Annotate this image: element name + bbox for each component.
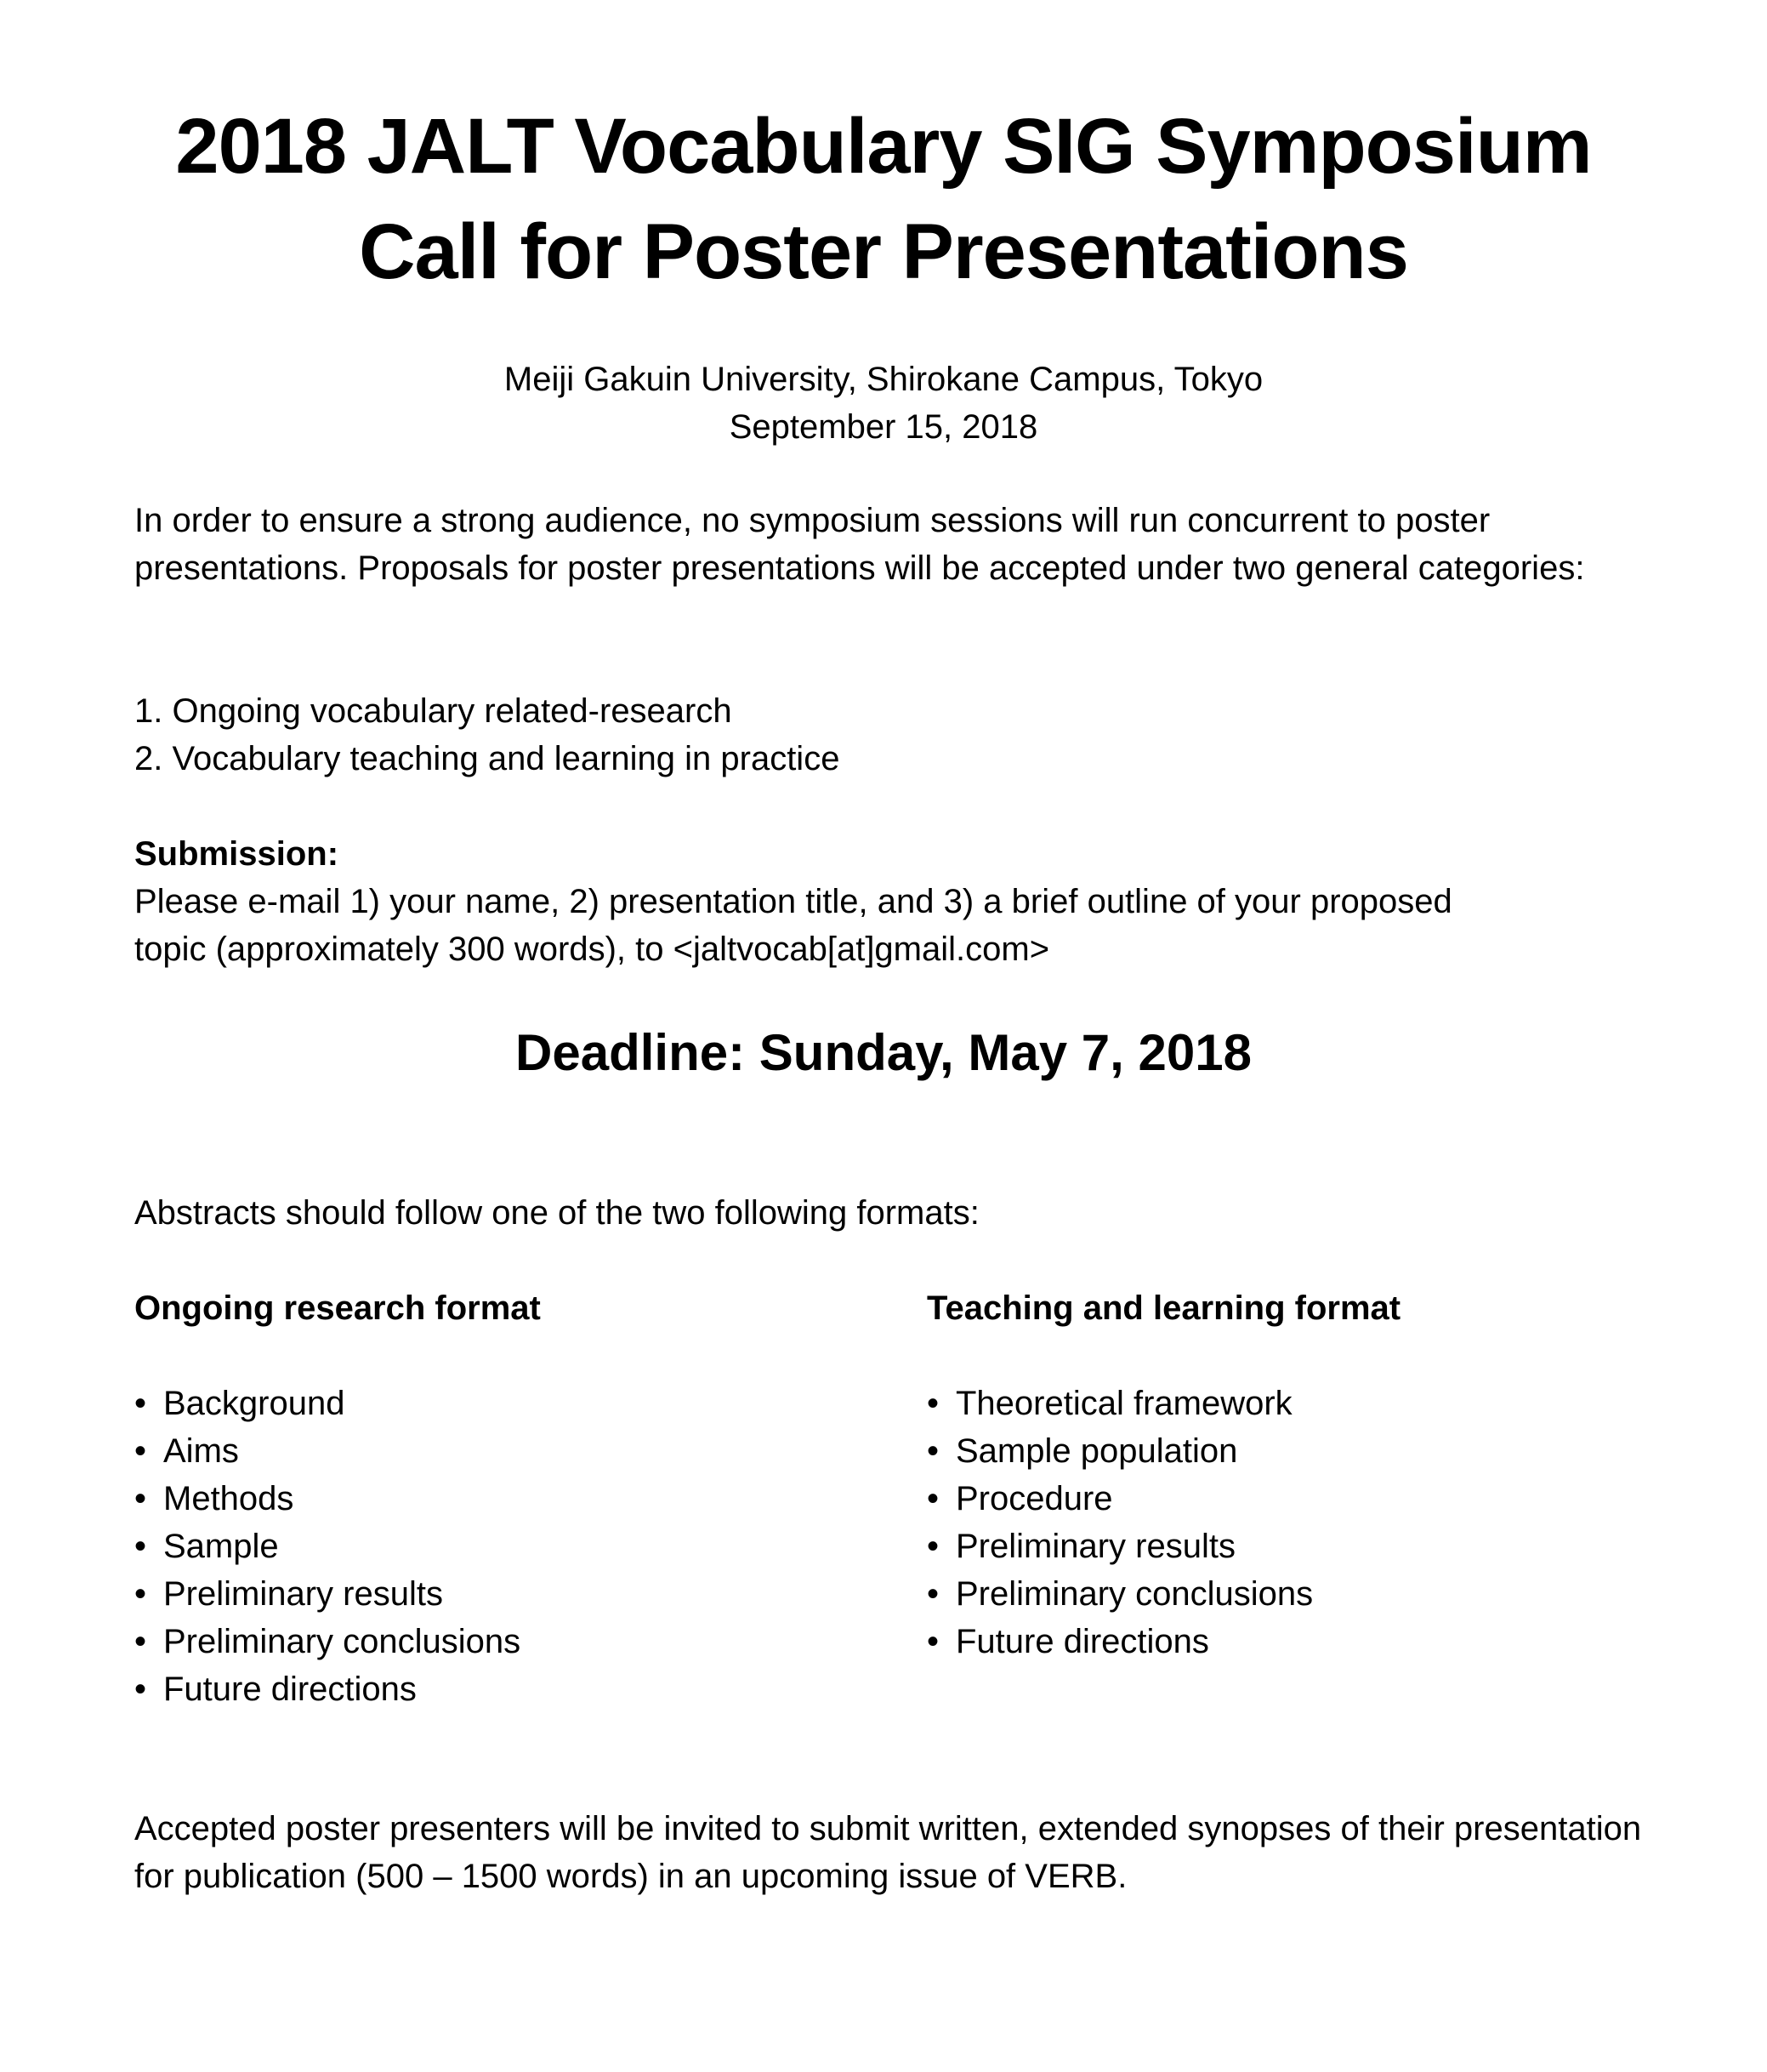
bullet-icon: • (927, 1623, 940, 1660)
list-item (927, 1570, 1675, 1618)
research-format-column (134, 1284, 883, 1713)
bullet-icon: • (134, 1432, 147, 1470)
bullet-icon: • (927, 1528, 940, 1565)
list-item-label: Preliminary conclusions (956, 1575, 1314, 1613)
list-item (134, 1380, 883, 1427)
submission-instructions: Please e-mail 1) your name, 2) presentation title, and 3) a brief outline of your proposed topic (approximately 300 words), to <jaltvocab[at]gmail.com> (134, 883, 1452, 968)
list-item-label: Sample (163, 1528, 279, 1565)
list-item (134, 1570, 883, 1618)
bullet-icon: • (927, 1575, 940, 1613)
research-format-list (134, 1380, 883, 1713)
event-date: September 15, 2018 (729, 408, 1038, 446)
bullet-icon: • (134, 1575, 147, 1613)
bullet-icon: • (134, 1385, 147, 1422)
list-item (134, 1618, 883, 1665)
intro-paragraph: In order to ensure a strong audience, no symposium sessions will run concurrent to poster presentations. Proposals for poster presentations will be accepted under two general categories: (134, 502, 1585, 587)
teaching-format-list (927, 1380, 1675, 1665)
list-item-label: Future directions (163, 1671, 417, 1708)
bullet-icon: • (134, 1623, 147, 1660)
bullet-icon: • (134, 1480, 147, 1517)
list-item-label: Preliminary results (163, 1575, 443, 1613)
category-item: 2. Vocabulary teaching and learning in practice (134, 740, 840, 777)
category-item: 1. Ongoing vocabulary related-research (134, 692, 732, 730)
list-item (134, 1523, 883, 1570)
bullet-icon: • (927, 1385, 940, 1422)
bullet-icon: • (134, 1528, 147, 1565)
list-item (927, 1618, 1675, 1665)
list-item (927, 1380, 1675, 1427)
list-item (134, 1427, 883, 1475)
list-item-label: Future directions (956, 1623, 1209, 1660)
teaching-format-column (927, 1284, 1675, 1665)
closing-paragraph: Accepted poster presenters will be invited to submit written, extended synopses of their presentation for publication (500 – 1500 words) in an upcoming issue of VERB. (134, 1810, 1642, 1895)
event-venue: Meiji Gakuin University, Shirokane Campus, Tokyo (503, 361, 1264, 398)
list-item (927, 1523, 1675, 1570)
page-title-line-1: 2018 JALT Vocabulary SIG Symposium (175, 103, 1592, 190)
teaching-format-heading: Teaching and learning format (927, 1289, 1401, 1327)
submission-heading: Submission: (134, 835, 339, 873)
list-item (927, 1475, 1675, 1523)
list-item (134, 1475, 883, 1523)
list-item (134, 1665, 883, 1713)
list-item-label: Preliminary conclusions (163, 1623, 521, 1660)
research-format-heading: Ongoing research format (134, 1289, 541, 1327)
list-item-label: Theoretical framework (956, 1385, 1293, 1422)
list-item-label: Preliminary results (956, 1528, 1236, 1565)
list-item (927, 1427, 1675, 1475)
list-item-label: Procedure (956, 1480, 1113, 1517)
bullet-icon: • (927, 1432, 940, 1470)
abstracts-intro: Abstracts should follow one of the two following formats: (134, 1194, 980, 1232)
bullet-icon: • (134, 1671, 147, 1708)
list-item-label: Background (163, 1385, 345, 1422)
deadline-heading: Deadline: Sunday, May 7, 2018 (515, 1024, 1252, 1081)
list-item-label: Sample population (956, 1432, 1238, 1470)
list-item-label: Methods (163, 1480, 294, 1517)
list-item-label: Aims (163, 1432, 239, 1470)
bullet-icon: • (927, 1480, 940, 1517)
category-list (134, 687, 1648, 783)
page-title-line-2: Call for Poster Presentations (359, 208, 1408, 295)
